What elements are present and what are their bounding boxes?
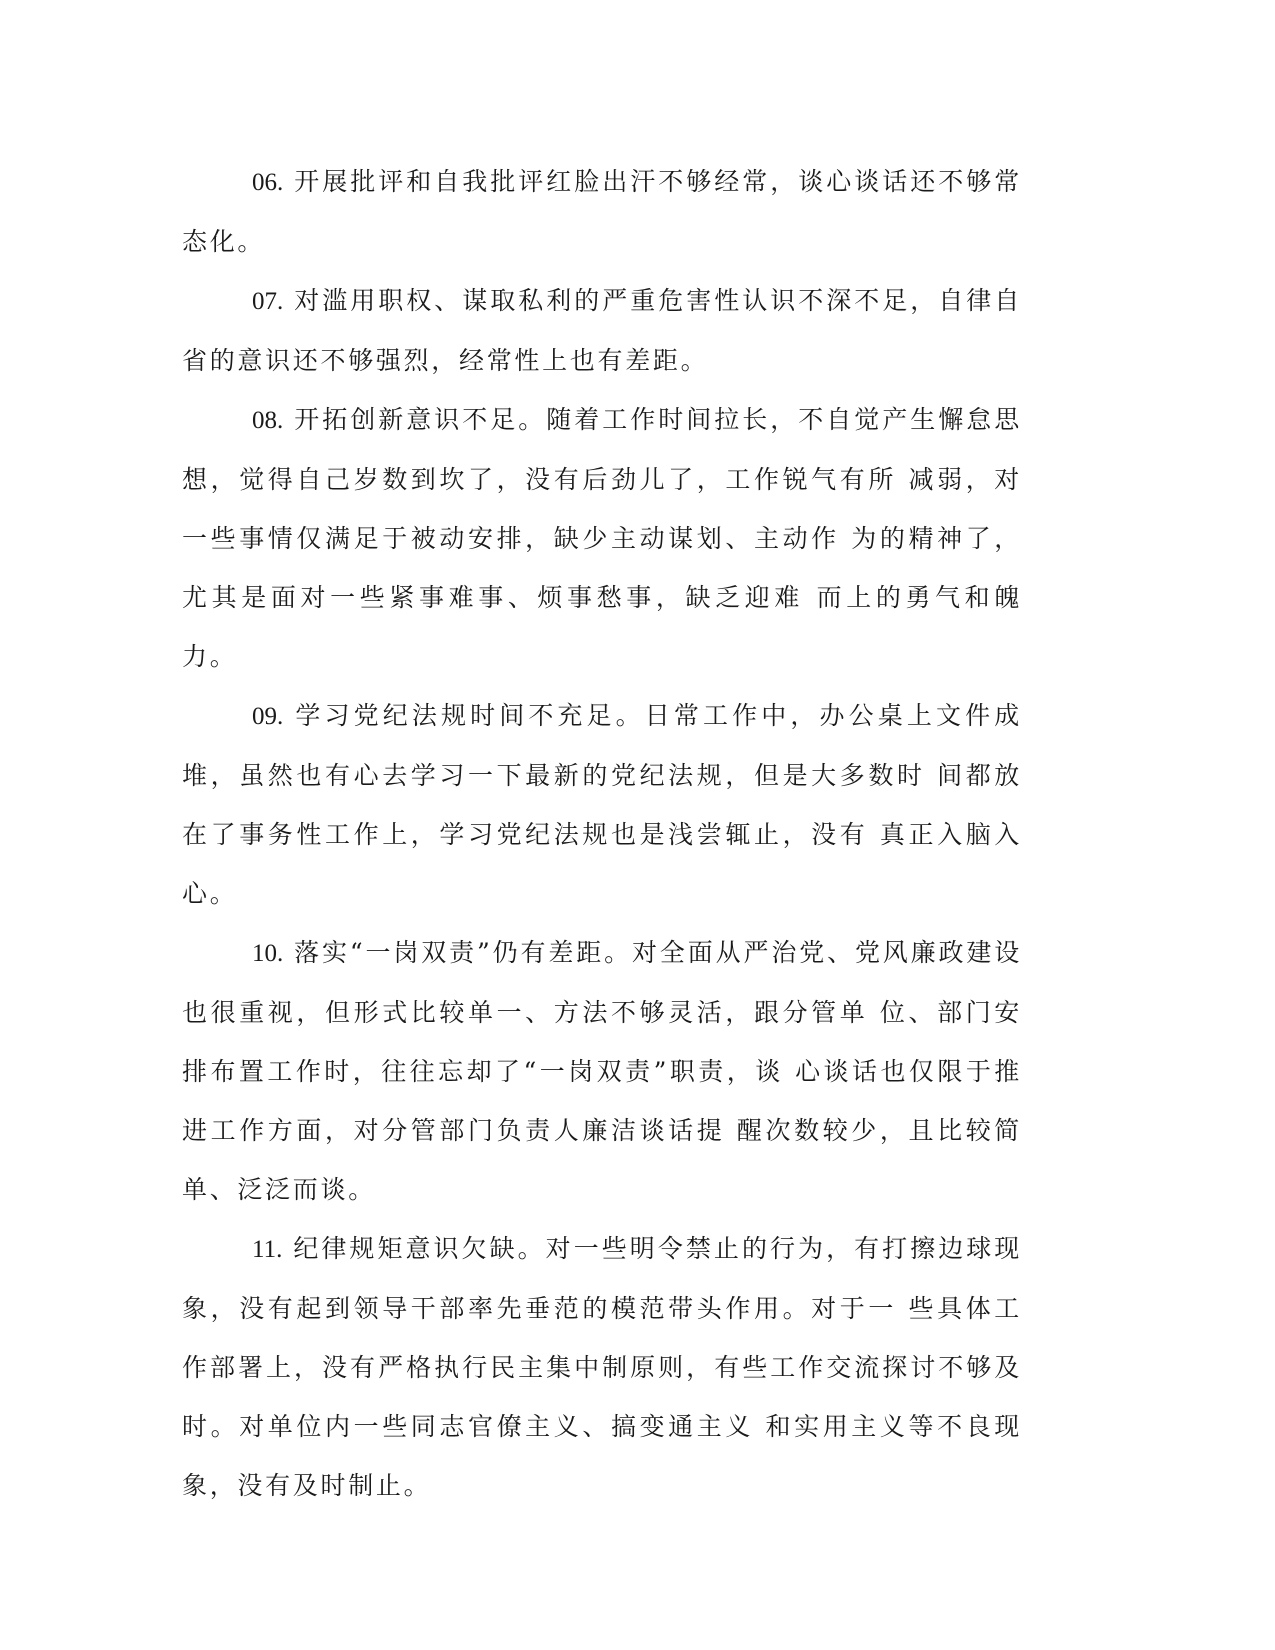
paragraph-number: 10.: [252, 940, 284, 967]
paragraph-number: 06.: [252, 169, 284, 196]
paragraph-text: 纪律规矩意识欠缺。对一些明令禁止的行为，有打擦边球现象，没有起到领导干部率先垂范的模范带头作用。对于一 些具体工作部署上，没有严格执行民主集中制原则，有些工作交流探讨不够及时。对单位内一些同志官僚主义、搞变通主义 和实用主义等不良现象，没有及时制止。: [182, 1234, 1023, 1500]
paragraph-08: [182, 390, 1022, 686]
paragraph-number: 07.: [252, 288, 284, 315]
paragraph-10: [182, 923, 1022, 1219]
paragraph-09: [182, 686, 1022, 923]
paragraph-text: 对滥用职权、谋取私利的严重危害性认识不深不足，自律自省的意识还不够强烈，经常性上也有差距。: [182, 286, 1022, 375]
paragraph-text: 学习党纪法规时间不充足。日常工作中，办公桌上文件成堆，虽然也有心去学习一下最新的党纪法规，但是大多数时 间都放在了事务性工作上，学习党纪法规也是浅尝辄止，没有 真正入脑入心。: [182, 701, 1022, 908]
paragraph-number: 08.: [252, 407, 284, 434]
paragraph-11: [182, 1219, 1022, 1515]
paragraph-number: 09.: [252, 703, 284, 730]
paragraph-text: 开展批评和自我批评红脸出汗不够经常，谈心谈话还不够常态化。: [182, 167, 1022, 256]
paragraph-text: 开拓创新意识不足。随着工作时间拉长，不自觉产生懈怠思想，觉得自己岁数到坎了，没有后劲儿了，工作锐气有所 减弱，对一些事情仅满足于被动安排，缺少主动谋划、主动作 为的精神了，尤其是面对一些紧事难事、烦事愁事，缺乏迎难 而上的勇气和魄力。: [182, 405, 1022, 671]
paragraph-text: 落实“一岗双责”仍有差距。对全面从严治党、党风廉政建设也很重视，但形式比较单一、方法不够灵活，跟分管单 位、部门安排布置工作时，往往忘却了“一岗双责”职责，谈 心谈话也仅限于推进工作方面，对分管部门负责人廉洁谈话提 醒次数较少，且比较简单、泛泛而谈。: [182, 938, 1022, 1204]
paragraph-06: [182, 152, 1022, 271]
paragraph-07: [182, 271, 1022, 390]
paragraph-number: 11.: [252, 1236, 283, 1263]
document-body: [182, 152, 1022, 1515]
